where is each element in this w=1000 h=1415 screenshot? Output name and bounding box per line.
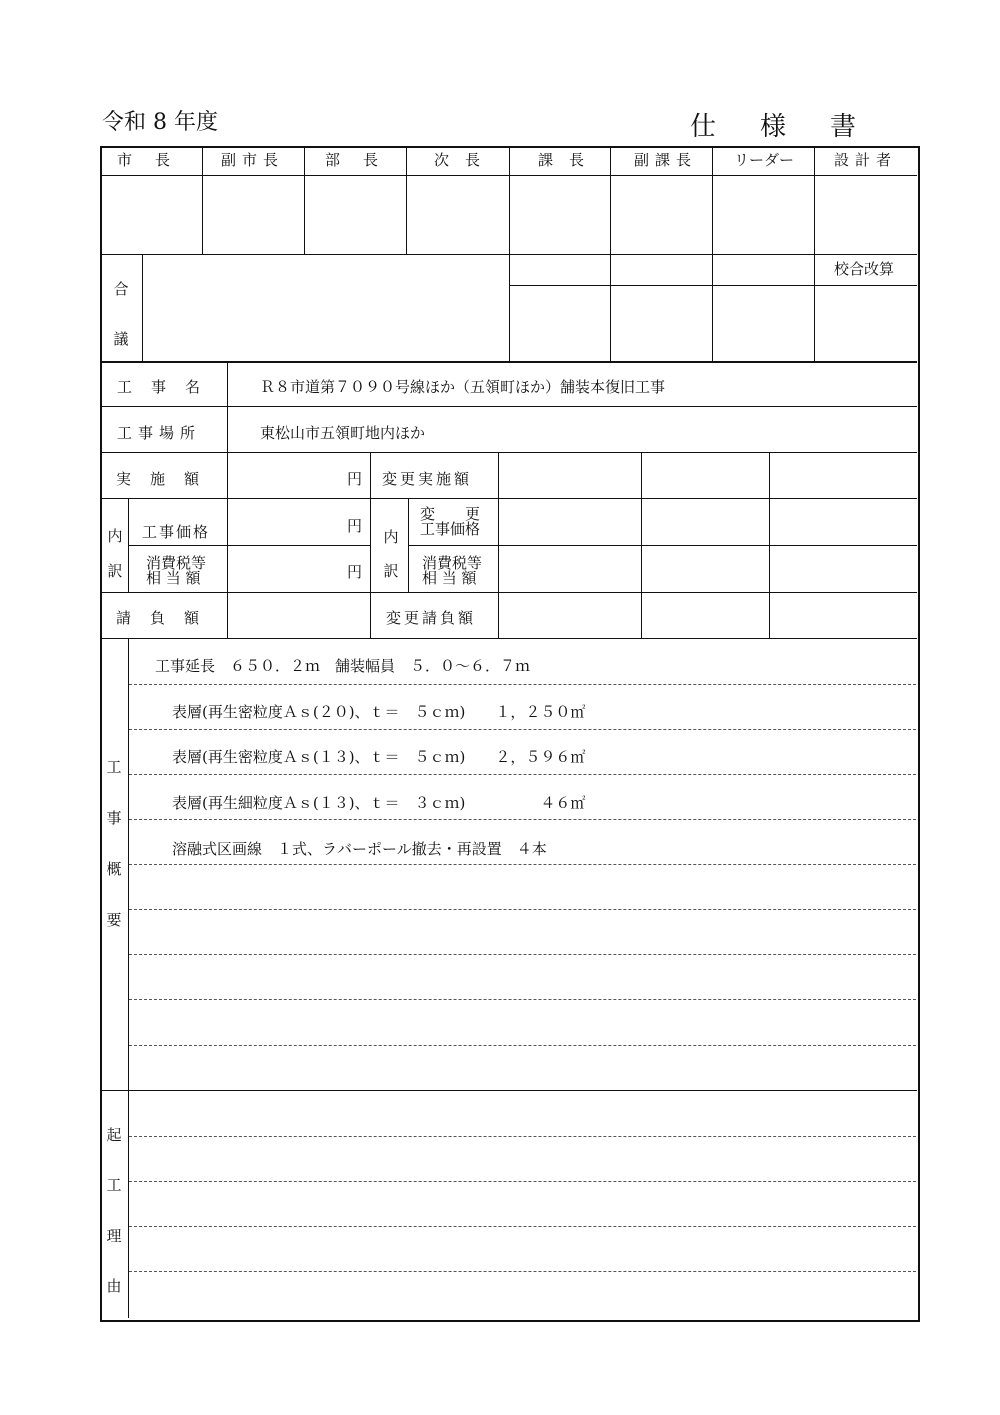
col-divider: [769, 452, 770, 638]
overview-bottom: [101, 1090, 917, 1091]
dashed-line: [129, 1226, 916, 1227]
dashed-line: [129, 864, 916, 865]
project-name-label: 工 事 名: [117, 378, 203, 396]
breakdown-divider: [408, 498, 409, 592]
project-location-label: 工事場所: [117, 424, 202, 442]
project-name-value: Ｒ８市道第７０９０号線ほか（五領町ほか）舗装本復旧工事: [260, 378, 666, 396]
tax-label-line2: 相 当 額: [146, 569, 201, 587]
breakdown-label-2: 訳: [107, 562, 123, 580]
row-divider: [101, 498, 917, 499]
changed-construction-price-line2: 工事価格: [420, 520, 481, 538]
dashed-line: [129, 1136, 916, 1137]
fiscal-year: 令和 8 年度: [102, 110, 218, 135]
overview-line: 表層(再生細粒度Ａｓ(１３)、ｔ＝ ３ｃｍ) ４６㎡: [172, 794, 586, 812]
yen-unit: 円: [347, 563, 363, 581]
tax-label-line1: 消費税等: [146, 554, 207, 572]
dashed-line: [129, 729, 916, 730]
changed-contract-label: 変更請負額: [386, 609, 477, 627]
changed-breakdown-label-2: 訳: [383, 562, 399, 580]
row-divider: [101, 452, 917, 453]
contract-amount-label: 請 負 額: [116, 609, 202, 627]
dashed-line: [129, 1045, 916, 1046]
changed-tax-label-line2: 相 当 額: [422, 569, 477, 587]
dashed-line: [129, 774, 916, 775]
col-divider: [370, 452, 371, 638]
label-col-divider: [227, 362, 228, 638]
consult-label-1: 合: [113, 280, 129, 298]
overview-line: 表層(再生密粒度Ａｓ(１３)、ｔ＝ ５ｃｍ) ２，５９６㎡: [172, 748, 586, 766]
reason-label-1: 起: [106, 1126, 122, 1144]
approval-col-leader: リーダー: [734, 151, 795, 169]
consult-label-divider: [142, 254, 143, 362]
project-location-value: 東松山市五領町地内ほか: [260, 424, 426, 442]
implementation-amount-label: 実 施 額: [116, 470, 202, 488]
reason-label-3: 理: [106, 1227, 122, 1245]
row-divider: [101, 638, 917, 639]
breakdown-label-1: 内: [107, 527, 123, 545]
col-divider: [202, 147, 203, 254]
consult-label-2: 議: [113, 330, 129, 348]
reason-label-4: 由: [106, 1277, 122, 1295]
overview-label-divider: [128, 638, 129, 1318]
yen-unit: 円: [347, 470, 363, 488]
approval-col-designer: 設計者: [834, 151, 898, 169]
dashed-line: [129, 1271, 916, 1272]
form-frame: [100, 146, 920, 1322]
changed-construction-price-line1: 変 更: [420, 505, 481, 523]
col-divider: [304, 147, 305, 254]
col-divider: [610, 147, 611, 362]
overview-label-3: 概: [106, 860, 122, 878]
col-divider: [712, 147, 713, 362]
col-divider: [406, 147, 407, 254]
col-divider: [641, 452, 642, 638]
row-divider: [101, 406, 917, 407]
col-divider: [814, 147, 815, 362]
approval-col-section-chief: 課長: [538, 151, 601, 169]
overview-label-2: 事: [106, 809, 122, 827]
overview-line: 溶融式区画線 １式、ラバーポール撤去・再設置 ４本: [172, 840, 547, 858]
construction-price-label: 工事価格: [142, 523, 211, 541]
col-divider: [498, 452, 499, 638]
dashed-line: [129, 684, 916, 685]
dashed-line: [129, 819, 916, 820]
overview-label-1: 工: [106, 758, 122, 776]
changed-tax-label-line1: 消費税等: [422, 554, 483, 572]
overview-line: 工事延長 ６５０．２ｍ 舗装幅員 ５．０～６．７ｍ: [155, 657, 531, 675]
approval-col-deputy-director: 次長: [434, 151, 497, 169]
verification-label: 校合改算: [834, 260, 895, 278]
reason-label-2: 工: [106, 1176, 122, 1194]
row-divider: [408, 545, 917, 546]
approval-col-deputy-section-chief: 副課長: [634, 151, 698, 169]
consult-sub-divider: [509, 285, 917, 286]
dashed-line: [129, 1181, 916, 1182]
overview-label-4: 要: [106, 911, 122, 929]
approval-col-deputy-mayor: 副市長: [221, 151, 285, 169]
approval-col-mayor: 市 長: [117, 151, 175, 169]
overview-line: 表層(再生密粒度Ａｓ(２０)、ｔ＝ ５ｃｍ) １，２５０㎡: [172, 703, 586, 721]
dashed-line: [129, 999, 916, 1000]
dashed-line: [129, 909, 916, 910]
dashed-line: [129, 954, 916, 955]
document-title: 仕様書: [690, 112, 901, 142]
row-divider: [101, 592, 917, 593]
col-divider: [509, 147, 510, 362]
changed-breakdown-label-1: 内: [383, 528, 399, 546]
approval-col-director: 部 長: [325, 151, 383, 169]
row-divider: [128, 545, 370, 546]
yen-unit: 円: [347, 517, 363, 535]
changed-implementation-label: 変更実施額: [382, 470, 473, 488]
